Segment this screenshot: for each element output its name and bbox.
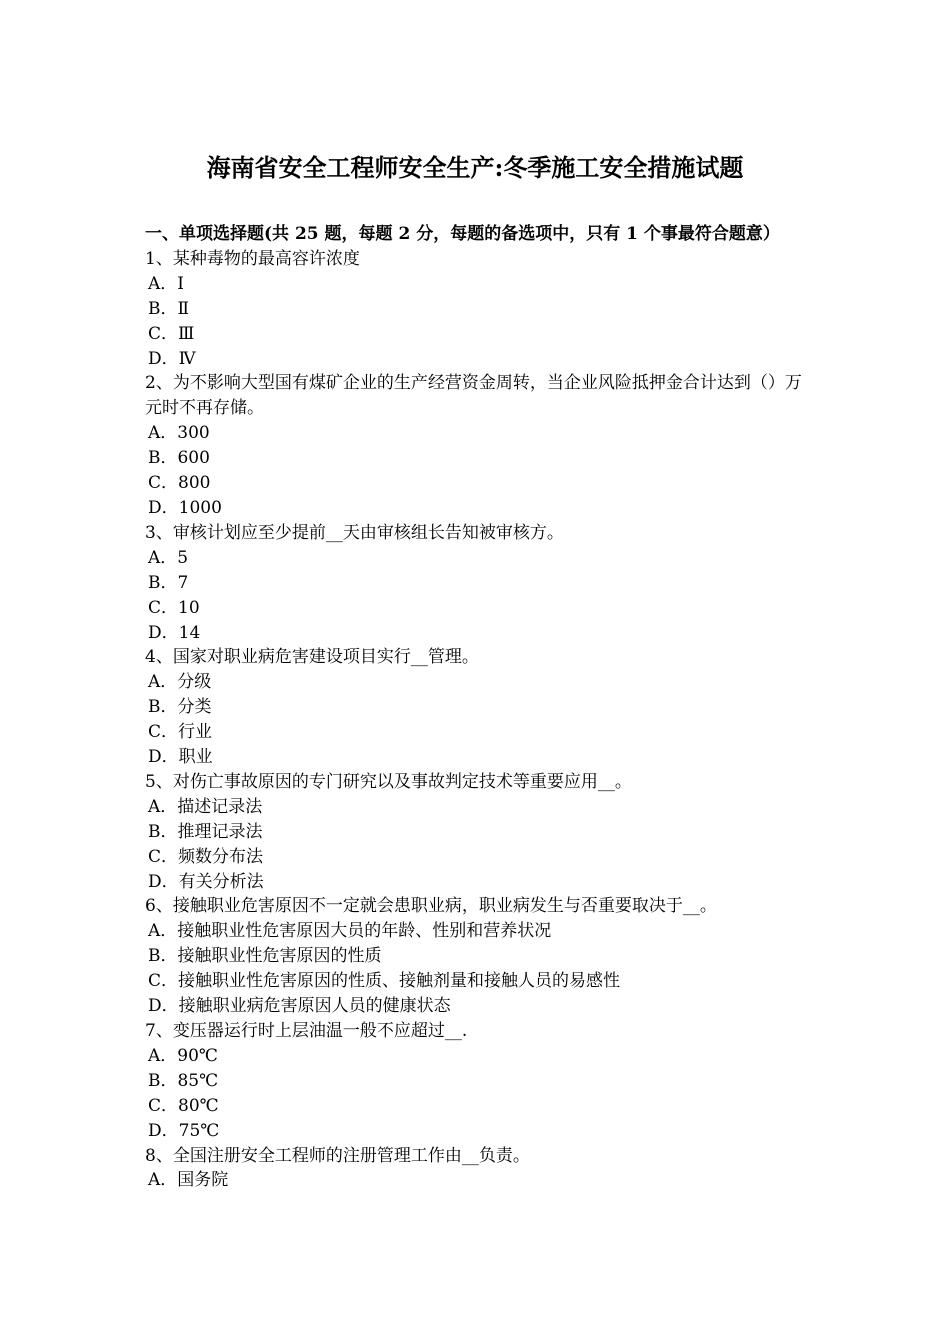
question-list bbox=[145, 247, 815, 1193]
question-4 bbox=[145, 645, 815, 770]
answer-option: B．600 bbox=[148, 448, 210, 469]
answer-option: A．90℃ bbox=[148, 1045, 218, 1066]
answer-option: B．7 bbox=[148, 572, 189, 593]
answer-option: A．5 bbox=[148, 547, 189, 568]
question-6 bbox=[145, 894, 815, 1019]
answer-option: D．14 bbox=[148, 622, 201, 643]
answer-option: B．分类 bbox=[148, 697, 212, 718]
answer-option: C．10 bbox=[148, 597, 200, 618]
answer-option: C．频数分布法 bbox=[148, 846, 264, 867]
answer-option: B．推理记录法 bbox=[148, 821, 263, 842]
answer-option: D．有关分析法 bbox=[148, 871, 264, 892]
question-3 bbox=[145, 521, 815, 646]
answer-option: C．80℃ bbox=[148, 1095, 219, 1116]
question-text: 8、全国注册安全工程师的注册管理工作由__负责。 bbox=[145, 1145, 530, 1166]
answer-option: C．800 bbox=[148, 473, 211, 494]
question-7 bbox=[145, 1019, 815, 1144]
answer-option: B．接触职业性危害原因的性质 bbox=[148, 946, 382, 967]
answer-option: A．Ⅰ bbox=[148, 273, 184, 294]
answer-option: C．Ⅲ bbox=[148, 323, 195, 344]
answer-option: D．1000 bbox=[148, 497, 222, 518]
question-text: 4、国家对职业病危害建设项目实行__管理。 bbox=[145, 647, 479, 668]
question-text: 7、变压器运行时上层油温一般不应超过__. bbox=[145, 1021, 468, 1041]
answer-option: A．300 bbox=[148, 423, 210, 444]
answer-option: A．分级 bbox=[148, 672, 212, 693]
document-title: 海南省安全工程师安全生产:冬季施工安全措施试题 bbox=[206, 153, 744, 182]
answer-option: D．Ⅳ bbox=[148, 348, 196, 369]
answer-option: B．85℃ bbox=[148, 1070, 219, 1091]
answer-option: D．接触职业病危害原因人员的健康状态 bbox=[148, 996, 451, 1017]
answer-option: D．75℃ bbox=[148, 1120, 220, 1141]
answer-option: C．行业 bbox=[148, 722, 213, 743]
question-2 bbox=[145, 371, 815, 520]
answer-option: A．国务院 bbox=[148, 1170, 229, 1191]
answer-option: D．职业 bbox=[148, 747, 213, 768]
answer-option: C．接触职业性危害原因的性质、接触剂量和接触人员的易感性 bbox=[148, 971, 621, 992]
question-text: 2、为不影响大型国有煤矿企业的生产经营资金周转，当企业风险抵押金合计达到（）万元时不再存储。 bbox=[145, 373, 802, 419]
answer-option: B．Ⅱ bbox=[148, 298, 190, 319]
question-text: 5、对伤亡事故原因的专门研究以及事故判定技术等重要应用__。 bbox=[145, 771, 632, 792]
question-5 bbox=[145, 770, 815, 895]
question-8 bbox=[145, 1144, 815, 1194]
document-body bbox=[145, 222, 815, 1193]
question-text: 3、审核计划应至少提前__天由审核组长告知被审核方。 bbox=[145, 522, 564, 543]
answer-option: A．接触职业性危害原因大员的年龄、性别和营养状况 bbox=[148, 921, 552, 942]
question-text: 1、某种毒物的最高容许浓度 bbox=[145, 248, 360, 269]
answer-option: A．描述记录法 bbox=[148, 796, 263, 817]
section-heading: 一、单项选择题(共 25 题，每题 2 分，每题的备选项中，只有 1 个事最符合题意） bbox=[145, 224, 780, 244]
question-1 bbox=[145, 247, 815, 372]
question-text: 6、接触职业危害原因不一定就会患职业病，职业病发生与否重要取决于__。 bbox=[145, 896, 717, 917]
